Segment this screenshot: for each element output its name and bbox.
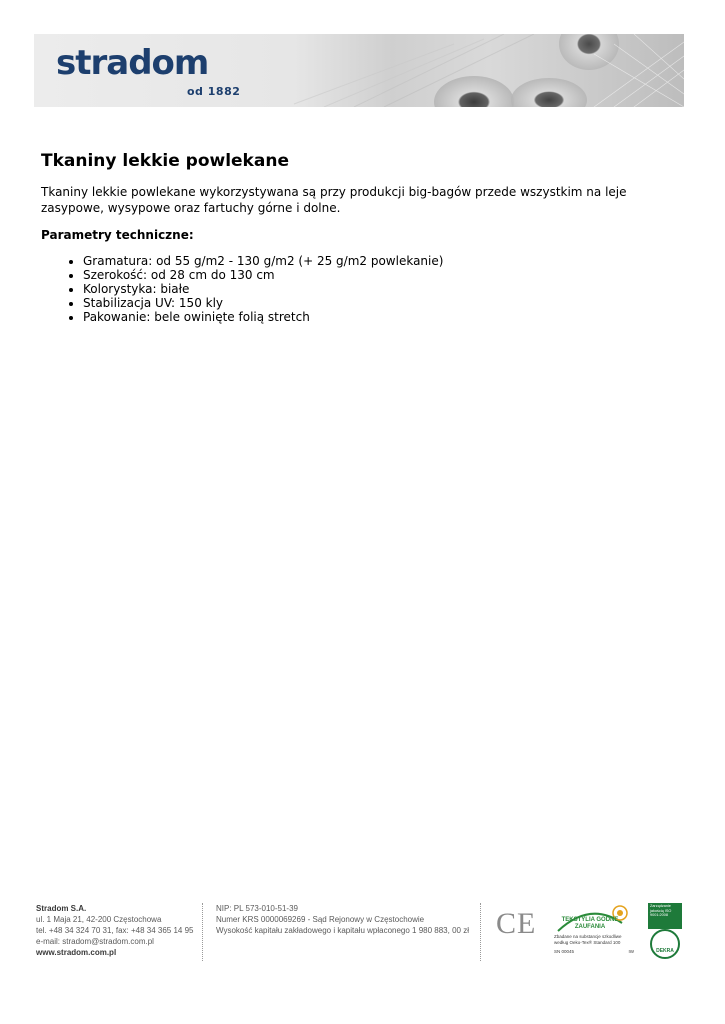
footer-divider	[480, 903, 481, 961]
param-item: • Gramatura: od 55 g/m2 - 130 g/m2 (+ 25 g/m2 powlekanie)	[83, 254, 443, 268]
logo-since-year: od 1882	[187, 85, 241, 98]
dekra-seal-icon	[650, 929, 680, 959]
footer-website-link[interactable]: www.stradom.com.pl	[36, 948, 117, 957]
stradom-logo: stradom	[56, 43, 209, 83]
footer-legal	[216, 903, 486, 936]
header-banner	[34, 34, 684, 107]
param-item: • Stabilizacja UV: 150 kly	[83, 296, 443, 310]
footer-divider	[202, 903, 203, 961]
oeko-institute: IW	[628, 949, 634, 954]
param-item: • Kolorystyka: białe	[83, 282, 443, 296]
footer-phone: tel. +48 34 324 70 31, fax: +48 34 365 14 95	[36, 926, 194, 935]
oeko-code-row	[554, 949, 634, 954]
footer-address: ul. 1 Maja 21, 42-200 Częstochowa	[36, 915, 162, 924]
footer-krs: Numer KRS 0000069269 - Sąd Rejonowy w Częstochowie	[216, 915, 425, 924]
footer-nip: NIP: PL 573-010-51-39	[216, 904, 298, 913]
dekra-badge	[648, 903, 682, 963]
ce-mark-icon: CE	[496, 907, 537, 940]
footer-contact	[36, 903, 196, 958]
dekra-text: Zarządzanie jakością ISO 9001:2008	[648, 903, 682, 929]
oeko-subtitle: Zbadane na substancje szkodliwe według Oeko-Tex® Standard 100	[554, 934, 622, 945]
param-item: • Szerokość: od 28 cm do 130 cm	[83, 268, 443, 282]
params-heading: Parametry techniczne:	[41, 228, 194, 242]
intro-paragraph: Tkaniny lekkie powlekane wykorzystywana są przy produkcji big-bagów przede wszystkim na leje zasypowe, wysypowe oraz fartuchy górne i dolne.	[41, 185, 627, 215]
params-list	[41, 254, 443, 324]
oeko-code: SN 00045	[554, 949, 575, 954]
oeko-tex-badge	[554, 903, 636, 959]
oeko-label: TEKSTYLIA GODNE ZAUFANIA	[561, 917, 619, 930]
param-item: • Pakowanie: bele owinięte folią stretch	[83, 310, 443, 324]
footer-company: Stradom S.A.	[36, 904, 87, 913]
footer	[36, 903, 686, 963]
footer-capital: Wysokość kapitału zakładowego i kapitału wpłaconego 1 980 883, 00 zł	[216, 926, 469, 935]
page-title: Tkaniny lekkie powlekane	[41, 151, 289, 171]
dekra-brand: DEKRA	[656, 948, 674, 954]
footer-email[interactable]: e-mail: stradom@stradom.com.pl	[36, 937, 154, 946]
